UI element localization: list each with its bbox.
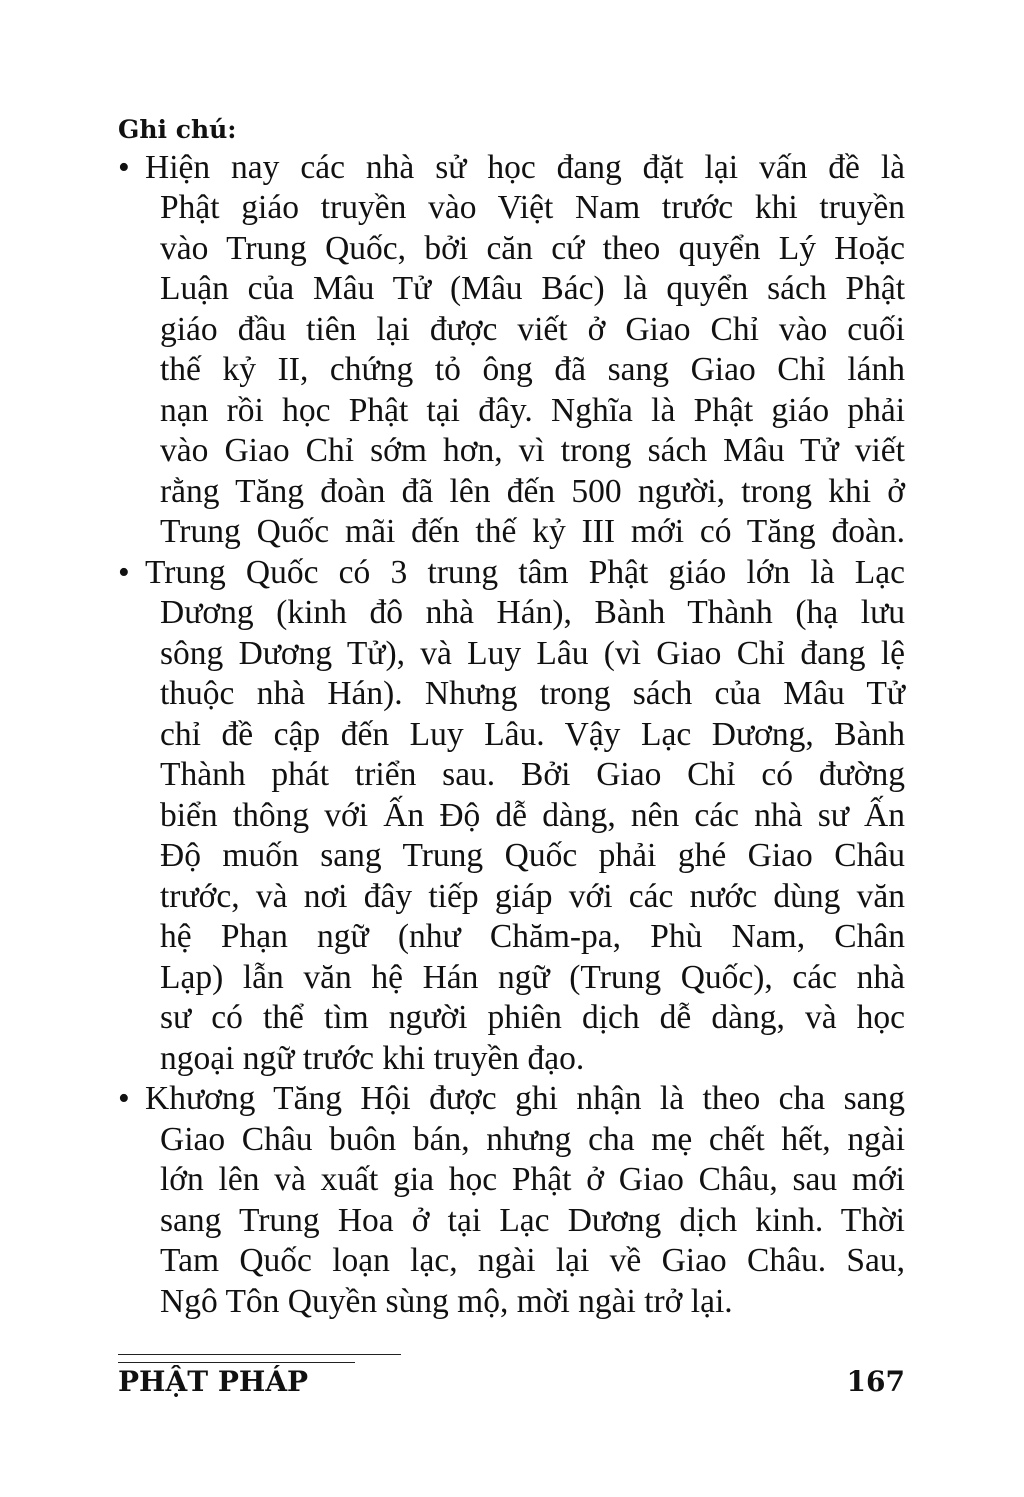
footer-rule-long: [118, 1354, 401, 1355]
note-item-2-line-3: sông Dương Tử), và Luy Lâu (vì Giao Chỉ đang lệ: [160, 635, 905, 672]
note-item-1-line-3: vào Trung Quốc, bởi căn cứ theo quyển Lý Hoặc: [160, 230, 905, 267]
page-number: 167: [846, 1365, 905, 1398]
note-item-1-line-5: giáo đầu tiên lại được viết ở Giao Chỉ vào cuối: [160, 311, 905, 348]
note-item-1-line-7: nạn rồi học Phật tại đây. Nghĩa là Phật giáo phải: [160, 392, 905, 429]
note-item-2-line-12: sư có thể tìm người phiên dịch dễ dàng, và học: [160, 999, 905, 1036]
note-item-3-line-6: Ngô Tôn Quyền sùng mộ, mời ngài trở lại.: [160, 1283, 733, 1320]
note-item-3-line-1: • Khương Tăng Hội được ghi nhận là theo cha sang: [118, 1080, 905, 1117]
note-item-1-line-2: Phật giáo truyền vào Việt Nam trước khi truyền: [160, 189, 905, 226]
note-item-2-line-4: thuộc nhà Hán). Nhưng trong sách của Mâu Tử: [160, 675, 905, 712]
note-item-2-line-6: Thành phát triển sau. Bởi Giao Chỉ có đường: [160, 756, 905, 793]
note-item-3-line-3: lớn lên và xuất gia học Phật ở Giao Châu, sau mới: [160, 1161, 905, 1198]
note-item-2-line-8: Độ muốn sang Trung Quốc phải ghé Giao Châu: [160, 837, 905, 874]
note-item-2-line-10: hệ Phạn ngữ (như Chăm-pa, Phù Nam, Chân: [160, 918, 905, 955]
note-item-2-line-11: Lạp) lẫn văn hệ Hán ngữ (Trung Quốc), các nhà: [160, 959, 905, 996]
note-item-2-line-7: biển thông với Ấn Độ dễ dàng, nên các nhà sư Ấn: [160, 797, 905, 834]
note-item-3-line-2: Giao Châu buôn bán, nhưng cha mẹ chết hết, ngài: [160, 1121, 905, 1158]
note-item-1-line-9: rằng Tăng đoàn đã lên đến 500 người, trong khi ở: [160, 473, 905, 510]
note-item-3-line-4: sang Trung Hoa ở tại Lạc Dương dịch kinh. Thời: [160, 1202, 905, 1239]
note-item-1-line-6: thế kỷ II, chứng tỏ ông đã sang Giao Chỉ lánh: [160, 351, 905, 388]
bullet-icon: •: [118, 149, 130, 186]
note-item-1-line-1: • Hiện nay các nhà sử học đang đặt lại vấn đề là: [118, 149, 905, 186]
footer-book-title: PHẬT PHÁP: [118, 1365, 309, 1398]
note-item-2-line-2: Dương (kinh đô nhà Hán), Bành Thành (hạ lưu: [160, 594, 905, 631]
note-item-3-line-5: Tam Quốc loạn lạc, ngài lại về Giao Châu. Sau,: [160, 1242, 905, 1279]
note-item-2-line-1: • Trung Quốc có 3 trung tâm Phật giáo lớn là Lạc: [118, 554, 905, 591]
note-item-1-line-10: Trung Quốc mãi đến thế kỷ III mới có Tăng đoàn.: [160, 513, 905, 550]
note-item-1-line-8: vào Giao Chỉ sớm hơn, vì trong sách Mâu Tử viết: [160, 432, 905, 469]
bullet-icon: •: [118, 1080, 130, 1117]
note-item-1-line-4: Luận của Mâu Tử (Mâu Bác) là quyển sách Phật: [160, 270, 905, 307]
bullet-icon: •: [118, 554, 130, 591]
note-item-2-line-5: chỉ đề cập đến Luy Lâu. Vậy Lạc Dương, Bành: [160, 716, 905, 753]
note-item-2-line-13: ngoại ngữ trước khi truyền đạo.: [160, 1040, 585, 1077]
note-item-2-line-9: trước, và nơi đây tiếp giáp với các nước dùng văn: [160, 878, 905, 915]
note-heading: Ghi chú:: [118, 115, 237, 144]
